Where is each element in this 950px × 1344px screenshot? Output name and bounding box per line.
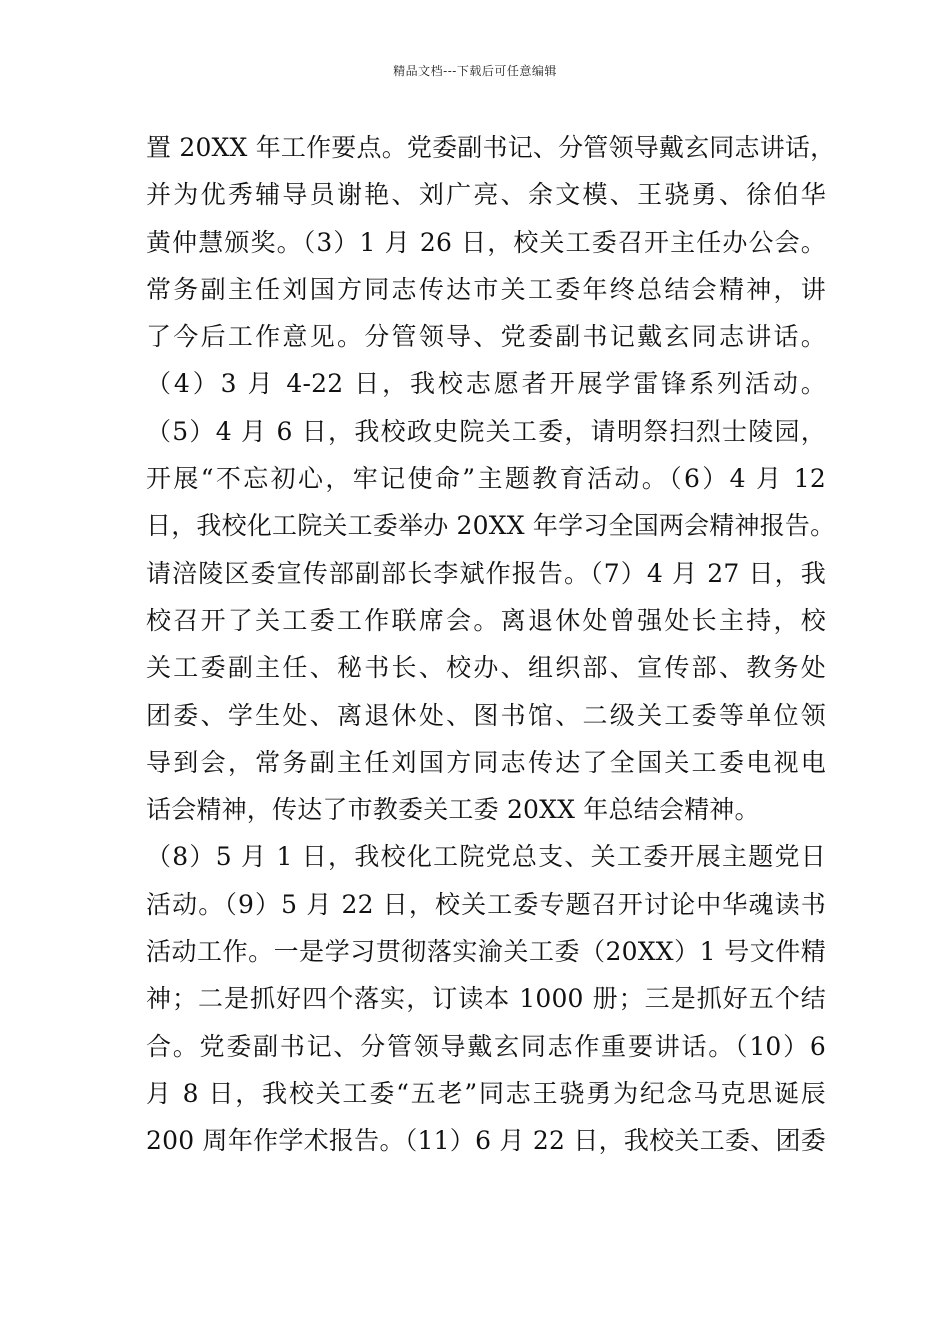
text-line: 团委、学生处、离退休处、图书馆、二级关工委等单位领 bbox=[146, 700, 826, 730]
text-line: 神；二是抓好四个落实，订读本 1000 册；三是抓好五个结 bbox=[146, 984, 826, 1014]
text-line: 导到会，常务副主任刘国方同志传达了全国关工委电视电 bbox=[146, 747, 826, 777]
page-header: 精品文档---下载后可任意编辑 bbox=[393, 64, 557, 78]
text-line: 并为优秀辅导员谢艳、刘广亮、余文模、王骁勇、徐伯华 bbox=[146, 180, 826, 210]
text-line: 常务副主任刘国方同志传达市关工委年终总结会精神，讲 bbox=[146, 274, 826, 304]
text-line: 月 8 日，我校关工委“五老”同志王骁勇为纪念马克思诞辰 bbox=[146, 1078, 826, 1108]
text-line: 校召开了关工委工作联席会。离退休处曾强处长主持，校 bbox=[146, 605, 826, 635]
body-text bbox=[146, 124, 836, 1165]
text-line: 开展“不忘初心，牢记使命”主题教育活动。（6）4 月 12 bbox=[146, 464, 826, 494]
text-line: 黄仲慧颁奖。（3）1 月 26 日，校关工委召开主任办公会。 bbox=[146, 227, 826, 257]
text-line: 了今后工作意见。分管领导、党委副书记戴玄同志讲话。 bbox=[146, 322, 826, 352]
text-line: （8）5 月 1 日，我校化工院党总支、关工委开展主题党日 bbox=[146, 842, 826, 872]
text-line: （4）3 月 4-22 日，我校志愿者开展学雷锋系列活动。 bbox=[146, 369, 826, 399]
text-line: 日，我校化工院关工委举办 20XX 年学习全国两会精神报告。 bbox=[146, 511, 836, 541]
text-line: 200 周年作学术报告。（11）6 月 22 日，我校关工委、团委 bbox=[146, 1126, 826, 1156]
text-line: 活动工作。一是学习贯彻落实渝关工委（20XX）1 号文件精 bbox=[146, 937, 826, 967]
text-line: 话会精神，传达了市教委关工委 20XX 年总结会精神。 bbox=[146, 795, 760, 825]
text-line: 活动。（9）5 月 22 日，校关工委专题召开讨论中华魂读书 bbox=[146, 889, 826, 919]
text-line: 置 20XX 年工作要点。党委副书记、分管领导戴玄同志讲话， bbox=[146, 133, 836, 162]
text-line: 请涪陵区委宣传部副部长李斌作报告。（7）4 月 27 日，我 bbox=[146, 558, 826, 588]
text-line: （5）4 月 6 日，我校政史院关工委，请明祭扫烈士陵园， bbox=[146, 416, 826, 446]
text-line: 合。党委副书记、分管领导戴玄同志作重要讲话。（10）6 bbox=[146, 1031, 826, 1061]
text-line: 关工委副主任、秘书长、校办、组织部、宣传部、教务处 bbox=[146, 653, 826, 683]
